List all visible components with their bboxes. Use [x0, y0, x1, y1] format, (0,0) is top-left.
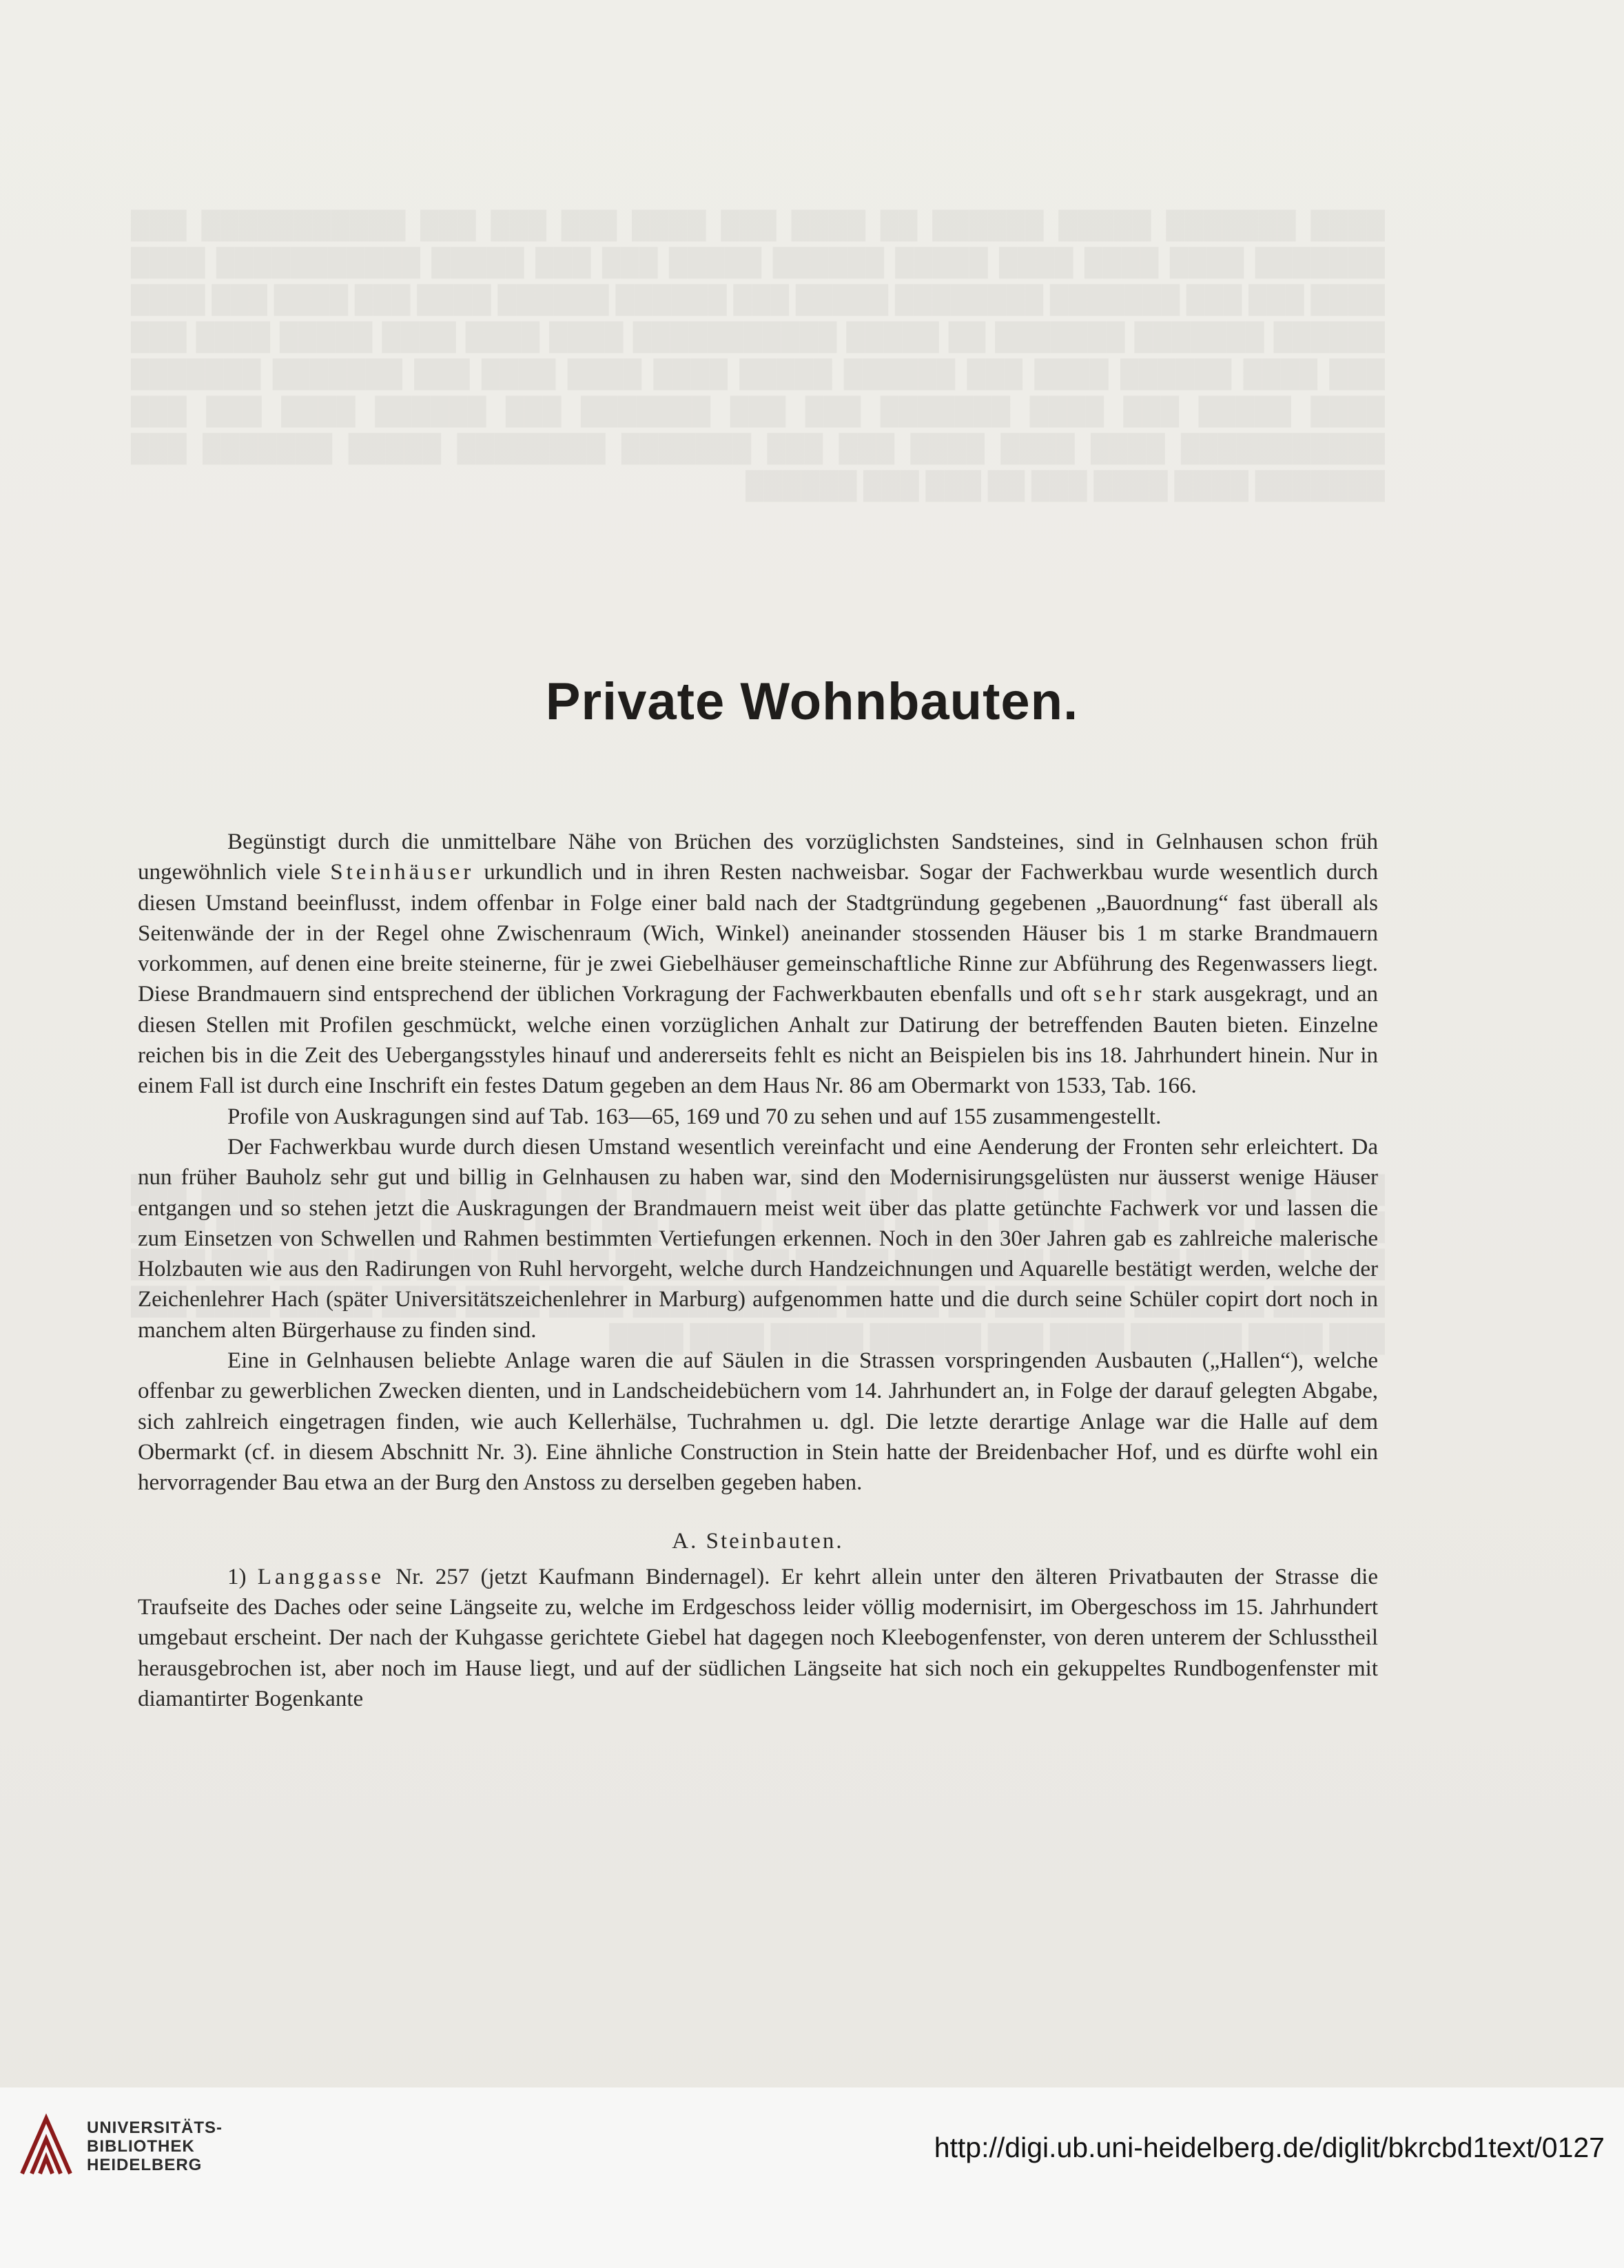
section-heading: A. Steinbauten. [672, 1528, 844, 1554]
section-paragraph [138, 1562, 1378, 1714]
library-name-line-3: HEIDELBERG [87, 2155, 203, 2174]
spaced-emphasis: sehr [1093, 982, 1145, 1007]
spaced-emphasis: Langgasse [257, 1564, 385, 1589]
library-logo [15, 2108, 223, 2184]
library-name [87, 2118, 223, 2174]
library-emblem-icon [15, 2108, 77, 2184]
text-run: Begünstigt durch die unmittelbare Nähe von Brüchen des vorzüglichsten Sandsteines, sind in Gelnhausen schon früh ungewöhnlich viele [138, 829, 1378, 885]
text-run: Der Fachwerkbau wurde durch diesen Umstand wesentlich vereinfacht und eine Aenderung der Fronten sehr erleichtert. Da nun früher Bauholz sehr gut und billig in Gelnhausen zu haben war, sind den Modernisirungsgelüsten nur äusserst wenige Häuser entgangen und so stehen jetzt die Auskragungen der Brandmauern meist weit über das platte getünchte Fachwerk vor und lassen die zum Einsetzen von Schwellen und Rahmen bestimmten Vertiefungen erkennen. Noch in den 30er Jahren gab es zahlreiche malerische Holzbauten wie aus den Radirungen von Ruhl hervorgeht, welche durch Handzeichnungen und Aquarelle bestätigt werden, welche der Zeichenlehrer Hach (später Universitätszeichenlehrer in Marburg) aufgenommen hatte und die durch seine Schüler copirt dort noch in manchem alten Bürgerhause zu finden sind. [138, 1134, 1378, 1343]
show-through-text [131, 207, 1385, 504]
paragraph [138, 1102, 1378, 1132]
footer-band [0, 2087, 1624, 2268]
text-run: urkundlich und in ihren Resten nachweisbar. Sogar der Fachwerkbau wurde wesentlich durch diesen Umstand beeinflusst, indem offenbar in Folge einer bald nach der Stadtgründung gegebenen „Bauordnung“ fast überall als Seitenwände der in der Regel ohne Zwischenraum (Wich, Winkel) aneinander stossenden Häuser bis 1 m starke Brandmauern vorkommen, auf denen eine breite steinerne, für je zwei Giebelhäuser gemeinschaftliche Rinne zur Abführung des Regenwassers liegt. Diese Brandmauern sind entsprechend der üblichen Vorkragung der Fachwerkbauten ebenfalls und oft [138, 860, 1378, 1007]
paragraph [138, 1346, 1378, 1498]
body-text [138, 827, 1378, 1714]
source-url-link[interactable]: http://digi.ub.uni-heidelberg.de/diglit/bkrcbd1text/0127 [934, 2132, 1605, 2163]
text-run: Nr. 257 (jetzt Kaufmann Bindernagel). Er kehrt allein unter den älteren Privatbauten der Strasse die Traufseite des Daches oder seine Längseite zu, welche im Erdgeschoss leider völlig modernisirt, im Obergeschoss im 15. Jahrhundert umgebaut erscheint. Der nach der Kuhgasse gerichtete Giebel hat dagegen noch Kleebogenfenster, von deren unterem der Schlusstheil herausgebrochen ist, aber noch im Hause liegt, und auf der südlichen Längseite hat sich noch ein gekuppeltes Rundbogenfenster mit diamantirter Bogenkante [138, 1564, 1378, 1712]
text-run: stark ausgekragt, und an diesen Stellen mit Profilen geschmückt, welche einen vorzüglichen Anhalt zur Datirung der betreffenden Bauten bieten. Einzelne reichen bis in die Zeit des Uebergangsstyles hinauf und andererseits fehlt es nicht an Beispielen bis ins 18. Jahrhundert hinein. Nur in einem Fall ist durch eine Inschrift ein festes Datum gegeben an dem Haus Nr. 86 am Obermarkt von 1533, Tab. 166. [138, 982, 1378, 1099]
spaced-emphasis: Steinhäuser [330, 860, 475, 885]
library-name-line-1: UNIVERSITÄTS- [87, 2118, 223, 2137]
library-name-line-2: BIBLIOTHEK [87, 2136, 195, 2156]
page-title: Private Wohnbauten. [545, 672, 1079, 731]
paragraph [138, 827, 1378, 1102]
text-run: Eine in Gelnhausen beliebte Anlage waren die auf Säulen in die Strassen vorspringenden Ausbauten („Hallen“), welche offenbar zu gewerblichen Zwecken dienten, und in Landscheidebüchern vom 14. Jahrhundert an, in Folge der darauf gelegten Abgabe, sich zahlreich eingetragen finden, wie auch Kellerhälse, Tuchrahmen u. dgl. Die letzte derartige Anlage war die Halle auf dem Obermarkt (cf. in diesem Abschnitt Nr. 3). Eine ähnliche Construction in Stein hatte der Breidenbacher Hof, und es dürfte wohl ein hervorragender Bau etwa an der Burg den Anstoss zu derselben gegeben haben. [138, 1348, 1378, 1496]
text-run: Profile von Auskragungen sind auf Tab. 163—65, 169 und 70 zu sehen und auf 155 zusammengestellt. [227, 1104, 1162, 1129]
text-run: 1) [227, 1564, 258, 1589]
paragraph [138, 1132, 1378, 1346]
